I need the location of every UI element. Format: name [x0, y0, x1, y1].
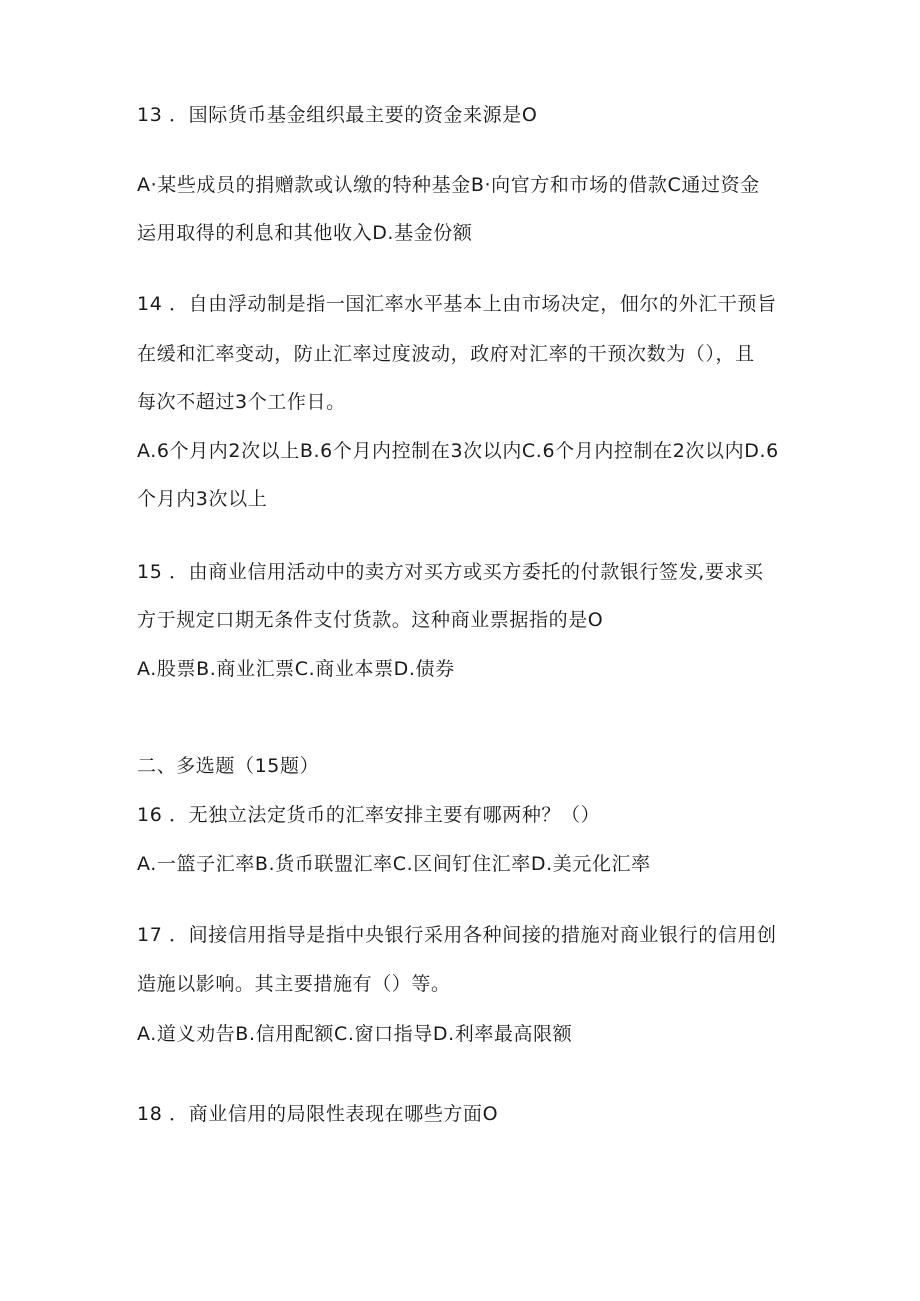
- question-14-stem-line-2: 在缓和汇率变动，防止汇率过度波动，政府对汇率的干预次数为（），且: [137, 343, 755, 365]
- question-14-options-line-1: A.6个月内2次以上B.6个月内控制在3次以内C.6个月内控制在2次以内D.6: [137, 440, 779, 462]
- question-15-stem-line-2: 方于规定口期无条件支付货款。这种商业票据指的是O: [137, 609, 604, 631]
- question-15-options: A.股票B.商业汇票C.商业本票D.债券: [137, 658, 455, 680]
- question-16-options: A.一篮子汇率B.货币联盟汇率C.区间钉住汇率D.美元化汇率: [137, 853, 651, 875]
- question-14-stem-line-1: 14 ．自由浮动制是指一国汇率水平基本上由市场决定，佃尔的外汇干预旨: [137, 293, 777, 315]
- question-14-options-line-2: 个月内3次以上: [137, 488, 268, 510]
- question-15-stem-line-1: 15 ．由商业信用活动中的卖方对买方或买方委托的付款银行签发,要求买: [137, 561, 764, 583]
- question-17-stem-line-1: 17 ．间接信用指导是指中央银行采用各种间接的措施对商业银行的信用创: [137, 924, 777, 946]
- section-heading: 二、多选题（15题）: [137, 755, 320, 777]
- question-14-stem-line-3: 每次不超过3个工作日。: [137, 391, 346, 413]
- question-16-stem: 16 ．无独立法定货币的汇率安排主要有哪两种？（）: [137, 804, 601, 826]
- question-13-options-line-1: A·某些成员的捐赠款或认缴的特种基金B·向官方和市场的借款C通过资金: [137, 174, 760, 196]
- question-13-stem: 13 ．国际货币基金组织最主要的资金来源是O: [137, 104, 538, 126]
- question-18-stem: 18 ．商业信用的局限性表现在哪些方面O: [137, 1103, 499, 1125]
- question-17-options: A.道义劝告B.信用配额C.窗口指导D.利率最高限额: [137, 1023, 573, 1045]
- question-13-options-line-2: 运用取得的利息和其他收入D.基金份额: [137, 222, 473, 244]
- question-17-stem-line-2: 造施以影响。其主要措施有（）等。: [137, 973, 451, 995]
